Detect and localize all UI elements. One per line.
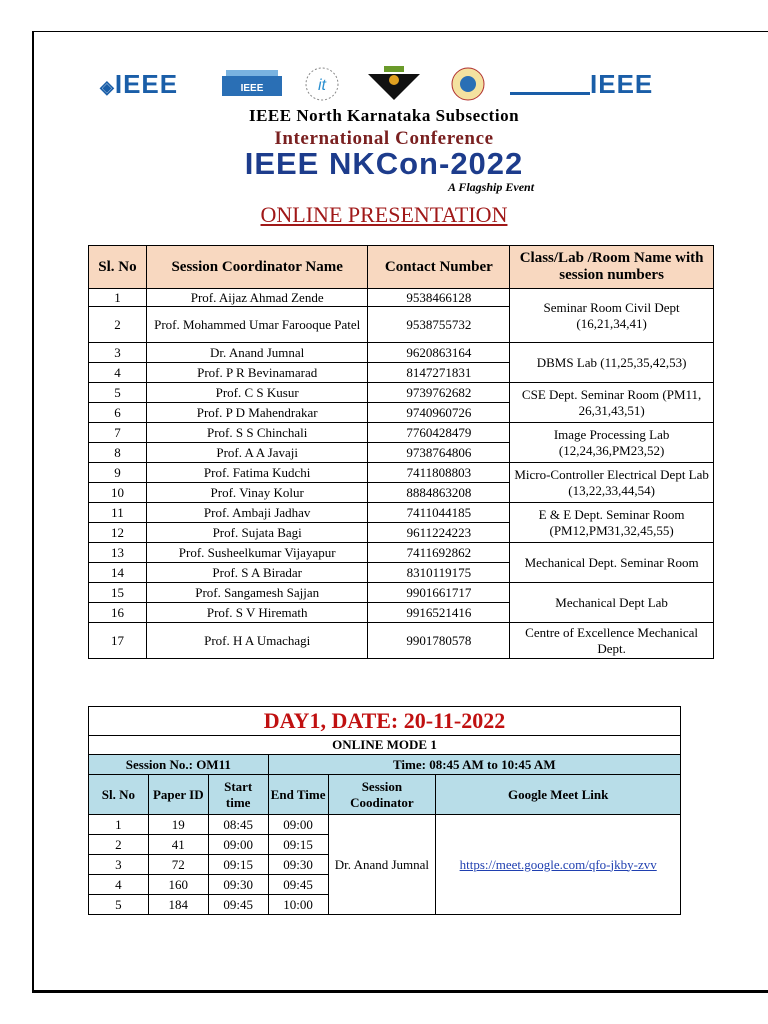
coordinators-table	[88, 245, 714, 659]
contact-cell: 7411692862	[368, 543, 510, 563]
sl-cell: 13	[89, 543, 147, 563]
mode-label: ONLINE MODE 1	[89, 736, 681, 755]
sl-cell: 8	[89, 443, 147, 463]
table-row	[89, 383, 714, 403]
it-logo	[300, 66, 344, 102]
column-header: Class/Lab /Room Name with session numbers	[510, 246, 714, 289]
name-cell: Prof. Sujata Bagi	[146, 523, 368, 543]
paper-id-cell: 184	[148, 895, 208, 915]
sl-cell: 15	[89, 583, 147, 603]
end-time-cell: 09:45	[268, 875, 328, 895]
sl-cell: 14	[89, 563, 147, 583]
sl-cell: 7	[89, 423, 147, 443]
svg-text:IEEE: IEEE	[240, 83, 264, 94]
column-header: End Time	[268, 775, 328, 815]
svg-text:it: it	[318, 77, 326, 94]
name-cell: Prof. Vinay Kolur	[146, 483, 368, 503]
contact-cell: 9738764806	[368, 443, 510, 463]
sl-cell: 12	[89, 523, 147, 543]
sl-cell: 5	[89, 383, 147, 403]
name-cell: Prof. S V Hiremath	[146, 603, 368, 623]
sl-cell: 4	[89, 875, 149, 895]
name-cell: Dr. Anand Jumnal	[146, 343, 368, 363]
column-header: Sl. No	[89, 246, 147, 289]
sl-cell: 2	[89, 835, 149, 855]
room-cell: Micro-Controller Electrical Dept Lab (13,22,33,44,54)	[510, 463, 714, 503]
sl-cell: 3	[89, 343, 147, 363]
table-row	[89, 463, 714, 483]
sl-cell: 9	[89, 463, 147, 483]
start-time-cell: 09:45	[208, 895, 268, 915]
table-row	[89, 543, 714, 563]
conference-title: International Conference	[274, 128, 494, 149]
table-row	[89, 503, 714, 523]
name-cell: Prof. Aijaz Ahmad Zende	[146, 289, 368, 307]
sl-cell: 1	[89, 815, 149, 835]
contact-cell: 9611224223	[368, 523, 510, 543]
emblem-logo	[444, 66, 492, 102]
column-header: Session Coordinator Name	[146, 246, 368, 289]
sl-cell: 4	[89, 363, 147, 383]
column-header: Paper ID	[148, 775, 208, 815]
column-header: Google Meet Link	[436, 775, 681, 815]
column-header: Sl. No	[89, 775, 149, 815]
nkcon-logo	[362, 66, 426, 102]
logo-row	[100, 66, 670, 102]
ieee-nkss-logo	[220, 66, 284, 102]
paper-id-cell: 72	[148, 855, 208, 875]
name-cell: Prof. Fatima Kudchi	[146, 463, 368, 483]
end-time-cell: 09:15	[268, 835, 328, 855]
start-time-cell: 09:00	[208, 835, 268, 855]
contact-cell: 7411808803	[368, 463, 510, 483]
table-row	[89, 343, 714, 363]
end-time-cell: 10:00	[268, 895, 328, 915]
name-cell: Prof. P R Bevinamarad	[146, 363, 368, 383]
name-cell: Prof. Mohammed Umar Farooque Patel	[146, 307, 368, 343]
page-heading: ONLINE PRESENTATION	[260, 202, 508, 227]
name-cell: Prof. H A Umachagi	[146, 623, 368, 659]
ieee-bangalore-logo: IEEE	[510, 66, 653, 102]
room-cell: Centre of Excellence Mechanical Dept.	[510, 623, 714, 659]
contact-cell: 8147271831	[368, 363, 510, 383]
session-time: Time: 08:45 AM to 10:45 AM	[268, 755, 680, 775]
sl-cell: 5	[89, 895, 149, 915]
sl-cell: 10	[89, 483, 147, 503]
contact-cell: 9620863164	[368, 343, 510, 363]
paper-id-cell: 41	[148, 835, 208, 855]
sl-cell: 6	[89, 403, 147, 423]
contact-cell: 7760428479	[368, 423, 510, 443]
table-row	[89, 583, 714, 603]
ieee-logo: ◈IEEE	[100, 69, 179, 99]
meet-link-cell	[436, 815, 681, 915]
start-time-cell: 09:30	[208, 875, 268, 895]
end-time-cell: 09:30	[268, 855, 328, 875]
start-time-cell: 09:15	[208, 855, 268, 875]
room-cell: Mechanical Dept. Seminar Room	[510, 543, 714, 583]
contact-cell: 9538466128	[368, 289, 510, 307]
day-title: DAY1, DATE: 20-11-2022	[89, 707, 681, 736]
session-coordinator-cell: Dr. Anand Jumnal	[328, 815, 436, 915]
room-cell: DBMS Lab (11,25,35,42,53)	[510, 343, 714, 383]
table-row	[89, 623, 714, 659]
name-cell: Prof. Ambaji Jadhav	[146, 503, 368, 523]
sl-cell: 16	[89, 603, 147, 623]
name-cell: Prof. P D Mahendrakar	[146, 403, 368, 423]
room-cell: E & E Dept. Seminar Room (PM12,PM31,32,45,55)	[510, 503, 714, 543]
contact-cell: 8310119175	[368, 563, 510, 583]
contact-cell: 9901780578	[368, 623, 510, 659]
session-number: Session No.: OM11	[89, 755, 269, 775]
contact-cell: 8884863208	[368, 483, 510, 503]
event-name: IEEE NKCon-2022	[244, 146, 524, 181]
name-cell: Prof. Susheelkumar Vijayapur	[146, 543, 368, 563]
sl-cell: 11	[89, 503, 147, 523]
sl-cell: 3	[89, 855, 149, 875]
room-cell: CSE Dept. Seminar Room (PM11, 26,31,43,51)	[510, 383, 714, 423]
table-row	[89, 815, 681, 835]
start-time-cell: 08:45	[208, 815, 268, 835]
sl-cell: 2	[89, 307, 147, 343]
table-row	[89, 423, 714, 443]
table-row	[89, 289, 714, 307]
contact-cell: 9916521416	[368, 603, 510, 623]
paper-id-cell: 19	[148, 815, 208, 835]
room-cell: Mechanical Dept Lab	[510, 583, 714, 623]
tagline: A Flagship Event	[448, 180, 535, 194]
sl-cell: 17	[89, 623, 147, 659]
sl-cell: 1	[89, 289, 147, 307]
name-cell: Prof. Sangamesh Sajjan	[146, 583, 368, 603]
paper-id-cell: 160	[148, 875, 208, 895]
room-cell: Seminar Room Civil Dept (16,21,34,41)	[510, 289, 714, 343]
contact-cell: 9901661717	[368, 583, 510, 603]
name-cell: Prof. A A Javaji	[146, 443, 368, 463]
contact-cell: 9538755732	[368, 307, 510, 343]
contact-cell: 9740960726	[368, 403, 510, 423]
contact-cell: 9739762682	[368, 383, 510, 403]
room-cell: Image Processing Lab (12,24,36,PM23,52)	[510, 423, 714, 463]
contact-cell: 7411044185	[368, 503, 510, 523]
name-cell: Prof. S A Biradar	[146, 563, 368, 583]
day-schedule-table	[88, 706, 681, 915]
name-cell: Prof. S S Chinchali	[146, 423, 368, 443]
subsection-title: IEEE North Karnataka Subsection	[248, 106, 520, 125]
column-header: Contact Number	[368, 246, 510, 289]
column-header: Start time	[208, 775, 268, 815]
name-cell: Prof. C S Kusur	[146, 383, 368, 403]
google-meet-link[interactable]: https://meet.google.com/qfo-jkby-zvv	[459, 856, 657, 872]
column-header: Session Coodinator	[328, 775, 436, 815]
end-time-cell: 09:00	[268, 815, 328, 835]
